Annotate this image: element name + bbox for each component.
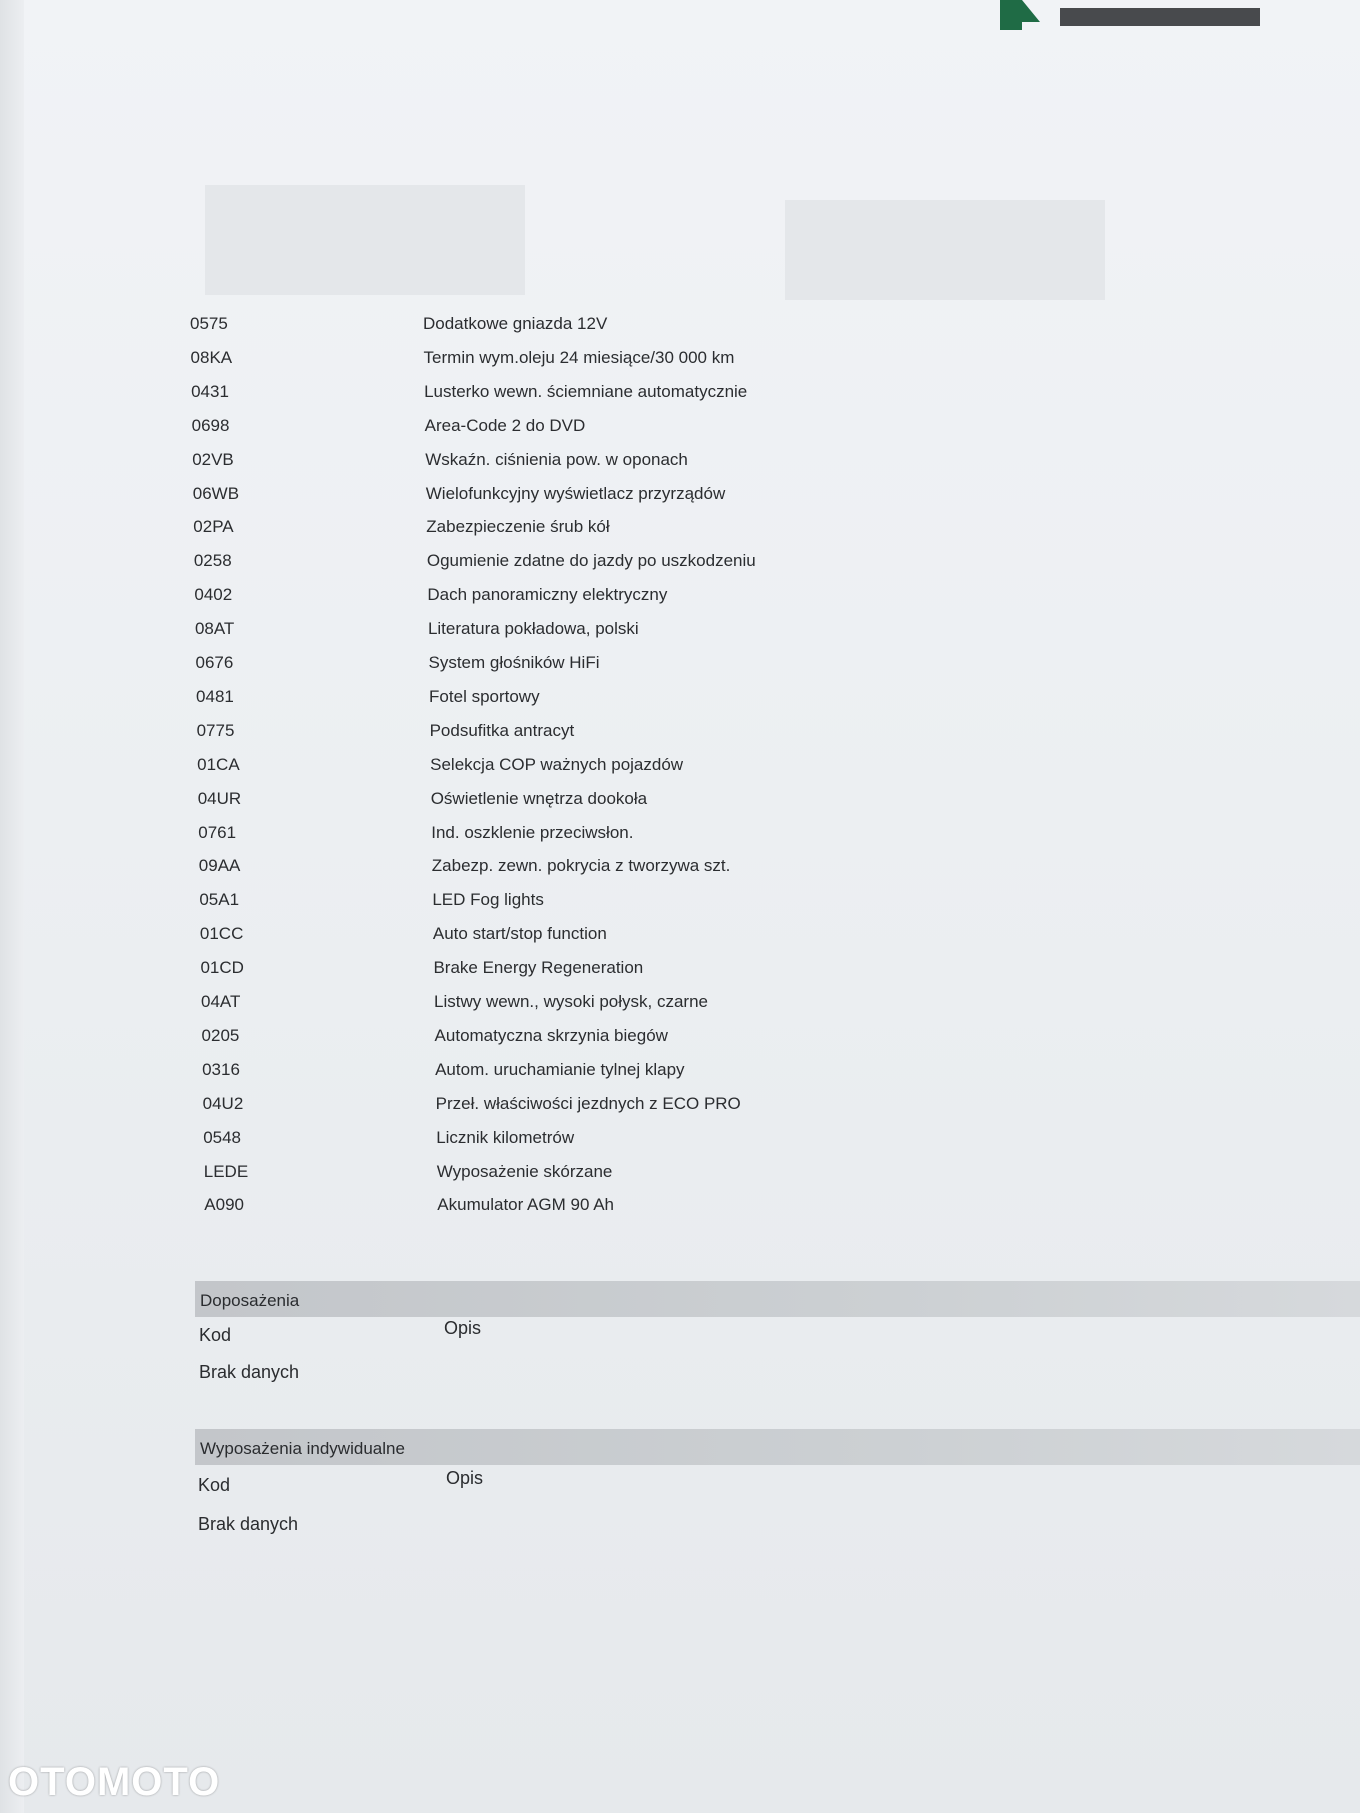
table-row <box>199 890 959 920</box>
table-row <box>197 721 957 751</box>
equipment-description: Licznik kilometrów <box>436 1127 575 1147</box>
table-row <box>201 992 961 1022</box>
equipment-description: Lusterko wewn. ściemniane automatycznie <box>424 381 748 401</box>
equipment-code: 0761 <box>198 822 237 842</box>
table-row <box>200 958 960 988</box>
equipment-description: Wyposażenie skórzane <box>436 1161 613 1181</box>
table-row <box>194 551 954 581</box>
equipment-description: Oświetlenie wnętrza dookoła <box>430 788 648 808</box>
equipment-description: Autom. uruchamianie tylnej klapy <box>435 1059 685 1079</box>
equipment-description: Wskaźn. ciśnienia pow. w oponach <box>425 449 688 469</box>
table-row <box>193 484 953 514</box>
equipment-code: 02VB <box>192 449 234 469</box>
table-row <box>203 1128 963 1158</box>
equipment-description: Area-Code 2 do DVD <box>424 415 586 435</box>
equipment-description: Brake Energy Regeneration <box>433 958 644 978</box>
brand-logo <box>1000 0 1260 30</box>
table-row <box>198 789 958 819</box>
column-header-description: Opis <box>444 1318 482 1338</box>
equipment-description: Wielofunkcyjny wyświetlacz przyrządów <box>425 483 726 503</box>
table-row <box>192 450 952 480</box>
equipment-code: 0481 <box>196 686 234 706</box>
table-row <box>190 314 950 344</box>
equipment-code: LEDE <box>203 1161 249 1181</box>
table-row <box>202 1026 962 1056</box>
equipment-code: 0575 <box>190 314 228 333</box>
section-title: Doposażenia <box>200 1291 300 1310</box>
equipment-code: 06WB <box>192 483 240 503</box>
equipment-description: System głośników HiFi <box>428 653 600 672</box>
section-header-doposazenia <box>195 1281 1360 1317</box>
equipment-description: Podsufitka antracyt <box>429 720 575 740</box>
equipment-description: Termin wym.oleju 24 miesiące/30 000 km <box>423 347 735 367</box>
equipment-description: LED Fog lights <box>432 890 544 910</box>
equipment-code: 08AT <box>194 619 235 639</box>
equipment-code: 05A1 <box>199 890 240 910</box>
equipment-description: Auto start/stop function <box>432 924 607 944</box>
equipment-description: Ogumienie zdatne do jazdy po uszkodzeniu <box>426 551 756 571</box>
equipment-description: Literatura pokładowa, polski <box>427 619 639 639</box>
equipment-description: Listwy wewn., wysoki połysk, czarne <box>434 992 708 1011</box>
table-row <box>191 382 951 412</box>
column-header-code: Kod <box>199 1325 232 1345</box>
page-edge <box>0 0 24 1813</box>
equipment-description: Zabezpieczenie śrub kół <box>426 517 610 537</box>
table-row <box>202 1060 962 1090</box>
equipment-code: 08KA <box>190 347 233 367</box>
table-row <box>193 517 953 547</box>
equipment-description: Dach panoramiczny elektryczny <box>427 585 668 605</box>
equipment-code: 0402 <box>194 585 233 605</box>
equipment-description: Automatyczna skrzynia biegów <box>434 1025 668 1045</box>
table-row <box>194 585 954 615</box>
table-row <box>204 1162 964 1192</box>
column-header-code: Kod <box>198 1475 231 1495</box>
equipment-code: 01CA <box>197 754 240 774</box>
equipment-code: 04UR <box>197 788 242 808</box>
equipment-code: 0316 <box>202 1059 240 1079</box>
section-header-indywidualne <box>195 1429 1360 1465</box>
table-row <box>196 687 956 717</box>
table-row <box>204 1195 964 1225</box>
equipment-code: 0258 <box>193 551 232 571</box>
equipment-code: 0548 <box>203 1127 242 1147</box>
equipment-code: 02PA <box>193 517 234 537</box>
equipment-code: 04U2 <box>202 1093 244 1113</box>
table-row <box>197 755 957 785</box>
table-row <box>196 653 956 683</box>
equipment-code: 0698 <box>191 415 230 435</box>
empty-state-text: Brak danych <box>199 1362 300 1382</box>
equipment-description: Ind. oszklenie przeciwsłon. <box>431 822 634 842</box>
table-row <box>191 348 951 378</box>
table-row <box>192 416 952 446</box>
table-row <box>203 1094 963 1124</box>
equipment-code: 0431 <box>191 381 229 401</box>
column-header-description: Opis <box>446 1468 484 1488</box>
equipment-code: 0676 <box>195 653 234 672</box>
watermark-logo: OTOMOTO <box>8 1760 221 1804</box>
table-row <box>200 924 960 954</box>
equipment-description: Zabezp. zewn. pokrycia z tworzywa szt. <box>431 856 731 876</box>
equipment-code: 01CD <box>200 958 244 978</box>
section-title: Wyposażenia indywidualne <box>200 1439 405 1458</box>
equipment-description: Dodatkowe gniazda 12V <box>423 314 608 333</box>
equipment-description: Przeł. właściwości jezdnych z ECO PRO <box>435 1093 741 1113</box>
equipment-description: Fotel sportowy <box>429 686 540 706</box>
table-row <box>198 823 958 853</box>
faint-image-block <box>785 200 1105 300</box>
equipment-code: 04AT <box>201 992 241 1011</box>
equipment-code: A090 <box>204 1195 244 1215</box>
table-row <box>195 619 955 649</box>
equipment-code: 0775 <box>196 720 235 740</box>
empty-state-text: Brak danych <box>198 1514 299 1534</box>
equipment-description: Akumulator AGM 90 Ah <box>437 1195 614 1215</box>
equipment-code: 09AA <box>198 856 241 876</box>
table-row <box>199 856 959 886</box>
faint-image-block <box>205 185 525 295</box>
equipment-code: 01CC <box>199 924 244 944</box>
equipment-description: Selekcja COP ważnych pojazdów <box>430 754 684 774</box>
equipment-code: 0205 <box>201 1025 240 1045</box>
